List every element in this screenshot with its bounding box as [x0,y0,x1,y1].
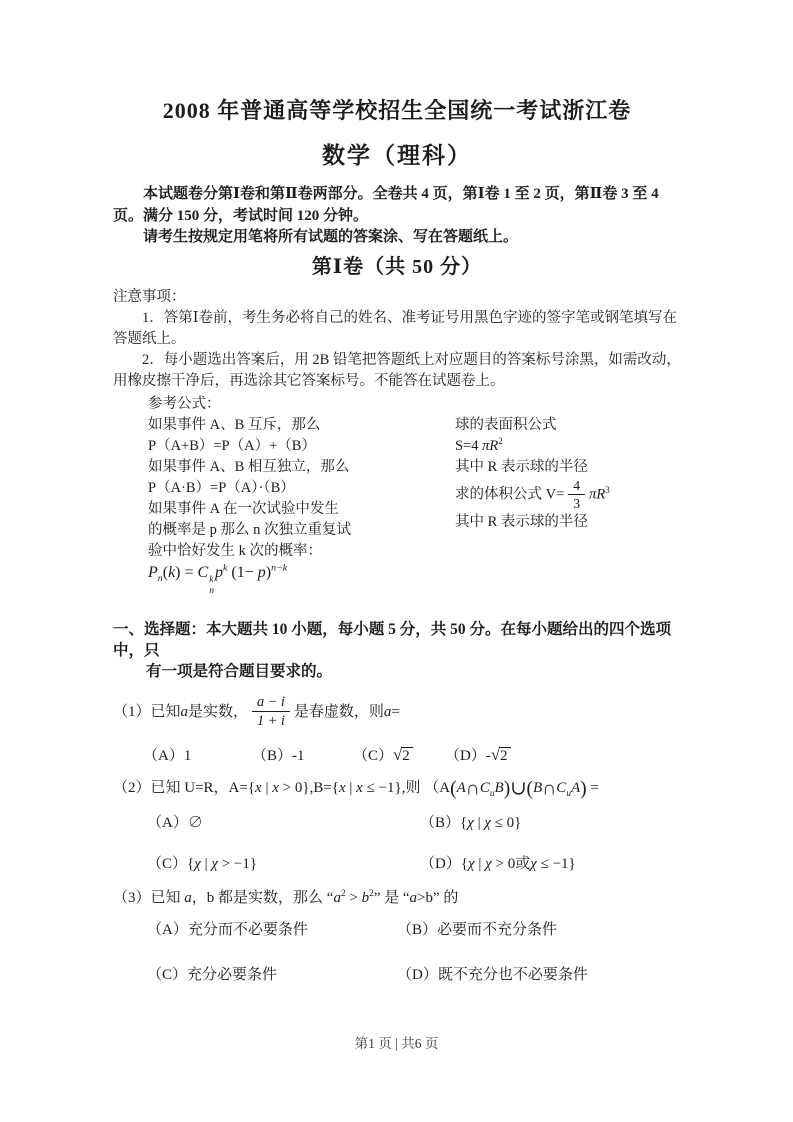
probability-formulas-column [148,415,455,597]
formula-line: 如果事件 A、B 互斥，那么 [148,416,321,433]
part-one-heading: 第Ⅰ卷（共 50 分） [311,255,483,278]
question-2-option-b: （B）{χ | χ ≤ 0} [420,814,522,831]
question-1-option-c: （C）√2 [353,744,445,765]
question-3-option-b: （B）必要而不充分条件 [397,921,558,938]
question-3-option-a: （A）充分而不必要条件 [147,921,308,938]
question-3-option-c: （C）充分必要条件 [147,966,278,983]
exam-intro [113,184,681,249]
reference-columns [148,415,681,597]
sphere-volume-formula: 求的体积公式 V= $\frac{4}{3}$ $\pi R^3$ [455,477,610,512]
note-item-2: 2．每小题选出答案后，用 2B 铅笔把答题纸上对应题目的答案标号涂黑，如需改动，用橡皮擦干净后，再选涂其它答案标号。不能答在试题卷上。 [113,351,681,389]
question-1-option-b: （B）-1 [252,747,305,764]
formula-line: 如果事件 A 在一次试验中发生 [148,500,339,517]
question-2-stem: （2）已知 U=R，A={x | x > 0},B={x | x ≤ −1},则 （$A(A\cap C_uB)\cup(B\cap C_uA)$ = [113,778,599,800]
question-2-option-c: （C）{χ | χ > −1} [147,855,258,872]
question-1-stem: （1）已知 a 是实数， $\frac{a - i}{1 + i}$ 是春虚数，则 a = [113,693,400,730]
reference-formulas [148,394,681,597]
notes-heading: 注意事项： [113,288,186,305]
section-one-line-1: 一、选择题：本大题共 10 小题，每小题 5 分，共 50 分。在每小题给出的四个选项中，只 [113,620,672,659]
formula-line: 验中恰好发生 k 次的概率： [148,542,322,559]
note-item-1: 1．答第Ⅰ卷前，考生务必将自己的姓名、准考证号用黑色字迹的签字笔或钢笔填写在答题纸上。 [113,309,677,347]
question-1 [113,690,681,765]
page-footer: 第1 页 | 共6 页 [354,1036,439,1051]
question-2-option-a: （A）∅ [147,814,203,831]
intro-instruction: 请考生按规定用笔将所有试题的答案涂、写在答题纸上。 [143,229,519,245]
question-1-option-d: （D）-√2 [445,744,511,765]
formula-line: 如果事件 A、B 相互独立，那么 [148,458,350,475]
sphere-radius-note-2: 其中 R 表示球的半径 [455,514,588,531]
section-one-heading [113,619,681,682]
sphere-surface-title: 球的表面积公式 [455,416,557,433]
binomial-probability-formula: $P_n(k) = C$ k n $p^k$ $(1- p)^{n-k}$ [148,562,288,597]
notes-section [113,287,681,392]
question-2 [113,777,681,873]
formula-line: P（A+B）=P（A）+（B） [148,437,316,454]
question-1-option-a: （A）1 [143,747,192,764]
section-one-line-2: 有一项是符合题目要求的。 [146,662,333,680]
formula-line: P（A·B）=P（A）·（B） [148,479,295,496]
sphere-formulas-column [455,415,681,597]
reference-formulas-heading: 参考公式： [148,395,221,412]
formula-line: 的概率是 p 那么 n 次独立重复试 [148,521,351,538]
question-2-options [113,811,681,873]
exam-subtitle: 数学（理科） [322,143,472,168]
question-3-options [113,918,681,984]
question-2-option-d: （D）{χ | χ > 0或χ ≤ −1} [420,855,576,872]
question-1-options [113,744,681,765]
sphere-radius-note: 其中 R 表示球的半径 [455,458,588,475]
question-3-option-d: （D）既不充分也不必要条件 [397,966,588,983]
sphere-surface-formula: S=4 $\pi R^2$ [455,435,503,454]
question-3 [113,887,681,984]
intro-paragraph: 本试题卷分第Ⅰ卷和第Ⅱ卷两部分。全卷共 4 页，第Ⅰ卷 1 至 2 页，第Ⅱ卷 3 至 4 页。满分 150 分，考试时间 120 分钟。 [113,186,659,224]
question-3-stem: （3）已知 a，b 都是实数，那么 “$a^2 > b^2$” 是 “a>b” 的 [113,888,459,906]
page-title: 2008 年普通高等学校招生全国统一考试浙江卷 [162,98,632,123]
